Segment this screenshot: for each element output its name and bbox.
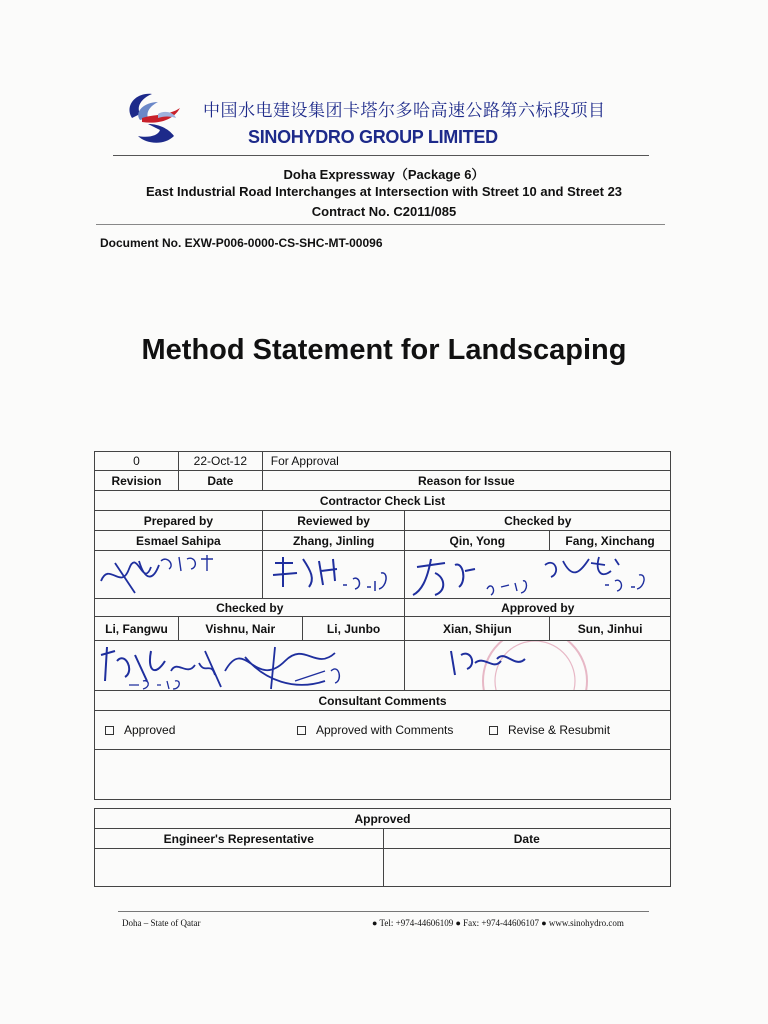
checker-name: Fang, Xinchang bbox=[550, 531, 671, 551]
company-name-chinese: 中国水电建设集团卡塔尔多哈高速公路第六标段项目 bbox=[203, 101, 606, 121]
handwritten-signature bbox=[95, 641, 405, 691]
checker-name: Qin, Yong bbox=[405, 531, 550, 551]
footer-location: Doha – State of Qatar bbox=[122, 918, 201, 928]
reviewer-name: Zhang, Jinling bbox=[262, 531, 405, 551]
footer-divider bbox=[118, 911, 649, 912]
option-revise-resubmit[interactable]: Revise & Resubmit bbox=[489, 723, 610, 737]
approval-date-field[interactable] bbox=[383, 849, 670, 887]
contractor-checklist-heading: Contractor Check List bbox=[95, 491, 671, 511]
document-number: Document No. EXW-P006-0000-CS-SHC-MT-00096 bbox=[100, 236, 383, 250]
preparer-name: Esmael Sahipa bbox=[95, 531, 263, 551]
engineer-signature-field[interactable] bbox=[95, 849, 384, 887]
date-value: 22-Oct-12 bbox=[178, 452, 262, 471]
signature-cell bbox=[262, 551, 405, 599]
reason-label: Reason for Issue bbox=[262, 471, 670, 491]
option-approved[interactable]: Approved bbox=[105, 723, 175, 737]
handwritten-signature bbox=[405, 551, 670, 599]
approval-date-label: Date bbox=[383, 829, 670, 849]
reason-value: For Approval bbox=[262, 452, 670, 471]
reviewed-by-label: Reviewed by bbox=[262, 511, 405, 531]
checker-name: Vishnu, Nair bbox=[178, 617, 302, 641]
approval-stamp bbox=[405, 641, 670, 691]
page-title: Method Statement for Landscaping bbox=[141, 334, 627, 366]
signature-cell bbox=[405, 551, 671, 599]
handwritten-signature bbox=[95, 551, 262, 599]
consultant-comments-heading: Consultant Comments bbox=[95, 691, 671, 711]
checked-by-label: Checked by bbox=[95, 599, 405, 617]
signature-cell bbox=[405, 641, 671, 691]
signature-cell bbox=[95, 551, 263, 599]
approved-by-label: Approved by bbox=[405, 599, 671, 617]
checked-by-label: Checked by bbox=[405, 511, 671, 531]
divider bbox=[96, 224, 665, 225]
revise-resubmit-checkbox[interactable] bbox=[489, 726, 498, 735]
consultant-table bbox=[94, 690, 671, 800]
prepared-by-label: Prepared by bbox=[95, 511, 263, 531]
contract-number: Contract No. C2011/085 bbox=[311, 204, 457, 219]
approved-checkbox[interactable] bbox=[105, 726, 114, 735]
approval-options bbox=[95, 711, 671, 750]
approved-with-comments-checkbox[interactable] bbox=[297, 726, 306, 735]
approval-table bbox=[94, 808, 671, 887]
project-name: Doha Expressway（Package 6） bbox=[283, 167, 485, 182]
company-name-english: SINOHYDRO GROUP LIMITED bbox=[248, 127, 498, 147]
date-label: Date bbox=[178, 471, 262, 491]
sinohydro-logo bbox=[118, 88, 188, 148]
option-approved-with-comments[interactable]: Approved with Comments bbox=[297, 723, 453, 737]
approved-heading: Approved bbox=[95, 809, 671, 829]
divider bbox=[113, 155, 649, 156]
approver-name: Sun, Jinhui bbox=[550, 617, 671, 641]
project-description: East Industrial Road Interchanges at Intersection with Street 10 and Street 23 bbox=[145, 184, 623, 199]
engineer-representative-label: Engineer's Representative bbox=[95, 829, 384, 849]
revision-value: 0 bbox=[95, 452, 179, 471]
signature-cell bbox=[95, 641, 405, 691]
checker-name: Li, Fangwu bbox=[95, 617, 179, 641]
revision-table bbox=[94, 451, 671, 691]
footer-contact: ● Tel: +974-44606109 ● Fax: +974-44606107 ● www.sinohydro.com bbox=[372, 918, 624, 928]
comments-area[interactable] bbox=[95, 750, 671, 800]
revision-label: Revision bbox=[95, 471, 179, 491]
approver-name: Xian, Shijun bbox=[405, 617, 550, 641]
checker-name: Li, Junbo bbox=[302, 617, 405, 641]
handwritten-signature bbox=[263, 551, 405, 599]
